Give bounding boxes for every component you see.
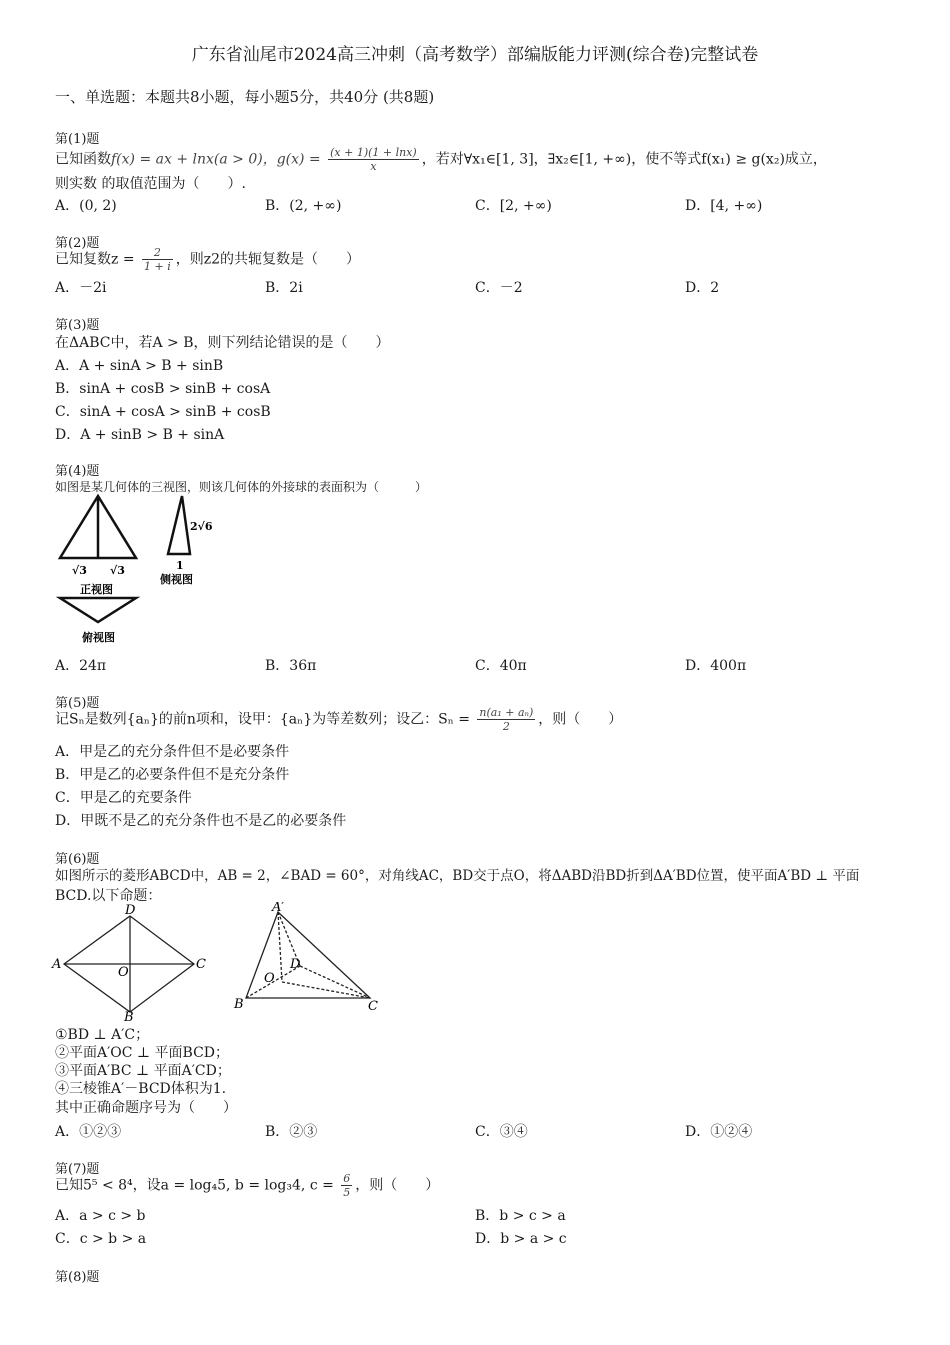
question-6-stem: 如图所示的菱形ABCD中，AB = 2，∠BAD = 60°，对角线AC，BD交于点O，将ΔABD沿BD折到ΔA′BD位置，使平面A′BD ⊥ 平面 <box>55 868 860 884</box>
q2-frac-num: 2 <box>142 246 173 260</box>
q7-option-c[interactable]: C．c > b > a <box>55 1231 147 1247</box>
q1-option-c[interactable]: C．[2, +∞) <box>475 198 552 214</box>
q7-option-d[interactable]: D．b > a > c <box>475 1231 567 1247</box>
q5-option-c[interactable]: C．甲是乙的充要条件 <box>55 790 192 806</box>
q2-option-d[interactable]: D．2 <box>685 280 720 296</box>
q4-option-b[interactable]: B．36π <box>265 658 317 674</box>
q1-g: g(x) = <box>276 151 326 168</box>
q5-option-d[interactable]: D．甲既不是乙的充分条件也不是乙的必要条件 <box>55 813 347 829</box>
q2-frac-den: 1 + i <box>144 260 171 273</box>
question-4-heading: 第(4)题 <box>55 464 100 479</box>
q7-option-a[interactable]: A．a > c > b <box>55 1208 146 1224</box>
side-height-label: 2√6 <box>190 520 213 533</box>
question-6-heading: 第(6)题 <box>55 852 100 867</box>
label-d: D <box>125 903 136 918</box>
side-view-triangle <box>168 496 190 554</box>
q6-option-c[interactable]: C．③④ <box>475 1124 528 1140</box>
q1-text-a: 已知函数 <box>55 151 111 168</box>
section-heading: 一、单选题：本题共8小题，每小题5分，共40分 (共8题) <box>55 88 435 106</box>
q1-option-d[interactable]: D．[4, +∞) <box>685 198 763 214</box>
label-c2: C <box>368 999 378 1014</box>
q2-text-a: 已知复数z = <box>55 251 140 268</box>
q6-option-b[interactable]: B．②③ <box>265 1124 318 1140</box>
q2-text-b: ，则z2的共轭复数是（ ） <box>175 251 361 268</box>
question-5-stem <box>55 706 622 733</box>
question-8-heading: 第(8)题 <box>55 1270 100 1285</box>
q5-text-a: 记Sₙ是数列{aₙ}的前n项和，设甲：{aₙ}为等差数列；设乙：Sₙ = <box>55 711 475 728</box>
front-left-label: √3 <box>72 564 87 577</box>
label-a: A <box>52 957 62 972</box>
question-4-stem: 如图是某几何体的三视图，则该几何体的外接球的表面积为（ ） <box>55 480 428 494</box>
q7-text-b: ，则（ ） <box>355 1177 440 1194</box>
edge-d-c <box>300 966 370 998</box>
q7-text-a: 已知5⁵ < 8⁴，设a = log₄5, b = log₃4, c = <box>55 1177 339 1194</box>
page-title: 广东省汕尾市2024高三冲刺（高考数学）部编版能力评测(综合卷)完整试卷 <box>191 45 759 65</box>
q5-option-b[interactable]: B．甲是乙的必要条件但不是充分条件 <box>55 767 290 783</box>
label-a-prime: A′ <box>272 902 285 915</box>
q6-option-a[interactable]: A．①②③ <box>55 1124 122 1140</box>
top-view-triangle <box>60 598 136 622</box>
q7-option-b[interactable]: B．b > c > a <box>475 1208 566 1224</box>
q7-frac-den: 5 <box>343 1186 351 1199</box>
question-2-stem <box>55 246 360 273</box>
rhombus-figures <box>50 902 390 1022</box>
q6-item-3: ③平面A′BC ⊥ 平面A′CD； <box>55 1063 231 1079</box>
q1-f: f(x) = ax + lnx(a > 0)， <box>111 151 277 168</box>
q4-option-d[interactable]: D．400π <box>685 658 747 674</box>
q3-option-d[interactable]: D．A + sinB > B + sinA <box>55 427 225 443</box>
top-view-caption: 俯视图 <box>82 631 115 644</box>
q1-option-b[interactable]: B．(2, +∞) <box>265 198 342 214</box>
q2-option-c[interactable]: C．－2 <box>475 280 523 296</box>
label-b2: B <box>234 997 244 1012</box>
label-d2: D <box>290 957 301 972</box>
q5-option-a[interactable]: A．甲是乙的充分条件但不是必要条件 <box>55 744 290 760</box>
q3-option-c[interactable]: C．sinA + cosA > sinB + cosB <box>55 404 271 420</box>
side-base-label: 1 <box>176 559 184 572</box>
edge-a-o <box>278 912 282 982</box>
front-view-caption: 正视图 <box>80 583 113 596</box>
q1-fraction <box>328 146 419 173</box>
question-1-heading: 第(1)题 <box>55 132 100 147</box>
q6-item-2: ②平面A′OC ⊥ 平面BCD； <box>55 1045 230 1061</box>
edge-o-c <box>282 982 370 998</box>
q1-frac-num: (x + 1)(1 + lnx) <box>330 146 417 159</box>
q5-frac-den: 2 <box>502 720 510 733</box>
q3-option-b[interactable]: B．sinA + cosB > sinB + cosA <box>55 381 271 397</box>
question-2-heading: 第(2)题 <box>55 236 100 251</box>
q1-option-a[interactable]: A．(0, 2) <box>55 198 117 214</box>
question-3-stem: 在ΔABC中，若A > B，则下列结论错误的是（ ） <box>55 335 390 351</box>
q1-frac-den: x <box>370 160 377 173</box>
question-3-heading: 第(3)题 <box>55 318 100 333</box>
q2-option-a[interactable]: A．－2i <box>55 280 107 296</box>
question-5-heading: 第(5)题 <box>55 696 100 711</box>
q6-option-d[interactable]: D．①②④ <box>685 1124 753 1140</box>
label-o2: O <box>264 971 275 986</box>
question-7-stem <box>55 1172 439 1199</box>
q5-text-b: ，则（ ） <box>538 711 623 728</box>
q5-frac-num: n(a₁ + aₙ) <box>479 706 534 719</box>
q4-option-a[interactable]: A．24π <box>55 658 107 674</box>
front-right-label: √3 <box>110 564 125 577</box>
question-6-stem-2: BCD.以下命题： <box>55 888 162 904</box>
q2-option-b[interactable]: B．2i <box>265 280 303 296</box>
q4-option-c[interactable]: C．40π <box>475 658 527 674</box>
question-1-stem <box>55 146 827 173</box>
question-7-heading: 第(7)题 <box>55 1162 100 1177</box>
question-1-stem-2: 则实数 的取值范围为（ ）. <box>55 176 246 192</box>
q1-text-b: ，若对∀x₁∈[1, 3]，∃x₂∈[1, +∞)，使不等式f(x₁) ≥ g(x₂)成立， <box>421 151 827 168</box>
q2-fraction <box>142 246 173 273</box>
label-o: O <box>118 965 129 980</box>
three-view-figure <box>50 490 220 645</box>
q3-option-a[interactable]: A．A + sinA > B + sinB <box>55 358 224 374</box>
q7-fraction <box>341 1172 352 1199</box>
q7-frac-num: 6 <box>343 1172 351 1185</box>
q6-item-1: ①BD ⊥ A′C； <box>55 1027 150 1043</box>
q6-ask: 其中正确命题序号为（ ） <box>55 1100 237 1116</box>
label-b: B <box>124 1010 134 1022</box>
q6-item-4: ④三棱锥A′－BCD体积为1. <box>55 1081 227 1097</box>
label-c: C <box>196 957 206 972</box>
q5-fraction <box>477 706 535 733</box>
side-view-caption: 侧视图 <box>160 573 193 586</box>
